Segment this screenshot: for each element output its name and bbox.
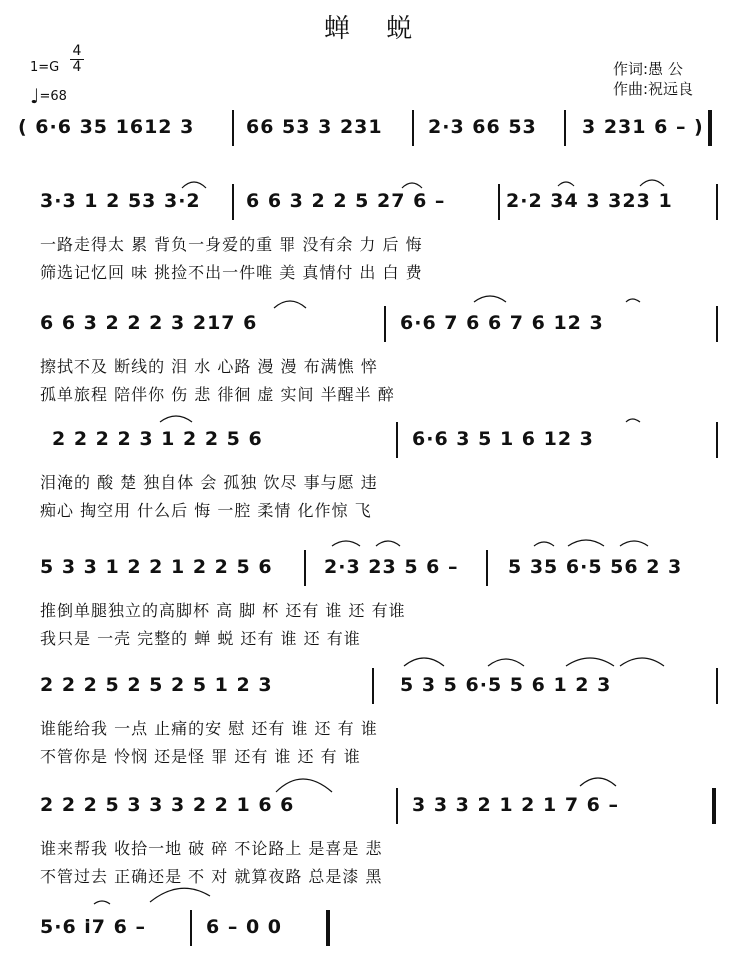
meter-bottom: 4 bbox=[72, 59, 82, 75]
notation-segment: 3·3 1 2 53 3·2 bbox=[40, 190, 201, 212]
tempo-value: =68 bbox=[39, 89, 67, 104]
notation-segment: 6·6 7 6 6 7 6 12 3 bbox=[400, 312, 604, 334]
key-signature: 1=G bbox=[30, 60, 60, 75]
notation-segment: 5·6 i7 6 – bbox=[40, 916, 146, 938]
quarter-note-icon: ♩ bbox=[30, 84, 40, 108]
lyric-line: 一路走得太 累 背负一身爱的重 罪 没有余 力 后 悔 bbox=[40, 235, 423, 254]
lyric-line: 筛选记忆回 味 挑捡不出一件唯 美 真情付 出 白 费 bbox=[40, 263, 423, 282]
notation-segment: ( 6·6 35 1612 3 bbox=[18, 116, 195, 138]
notation-segment: 6 – 0 0 bbox=[206, 916, 283, 938]
slur bbox=[640, 180, 664, 186]
meter-top: 4 bbox=[70, 44, 84, 60]
notation-segment: 5 3 5 6·5 5 6 1 2 3 bbox=[400, 674, 612, 696]
notation-segment: 6 6 3 2 2 5 27 6 – bbox=[246, 190, 446, 212]
song-title: 蝉 蜕 bbox=[323, 14, 427, 44]
slur bbox=[534, 542, 554, 546]
slur bbox=[160, 416, 192, 422]
slur bbox=[94, 901, 110, 904]
slur bbox=[626, 299, 640, 302]
notation-segment: 2·2 34 3 323 1 bbox=[506, 190, 673, 212]
slur bbox=[182, 182, 206, 188]
lyric-line: 推倒单腿独立的高脚杯 高 脚 杯 还有 谁 还 有谁 bbox=[40, 601, 406, 620]
slur bbox=[376, 541, 400, 546]
lyric-line: 谁能给我 一点 止痛的安 慰 还有 谁 还 有 谁 bbox=[40, 719, 378, 738]
notation-segment: 6 6 3 2 2 2 3 217 6 bbox=[40, 312, 258, 334]
notation-segment: 2 2 2 5 2 5 2 5 1 2 3 bbox=[40, 674, 273, 696]
lyricist-credit: 作词:愚 公 bbox=[613, 60, 683, 78]
slur bbox=[488, 659, 524, 666]
notation-segment: 5 3 3 1 2 2 1 2 2 5 6 bbox=[40, 556, 273, 578]
slur bbox=[620, 658, 664, 666]
composer-credit: 作曲:祝远良 bbox=[613, 80, 694, 98]
notation-segment: 2 2 2 5 3 3 3 2 2 1 6 6 bbox=[40, 794, 295, 816]
slur bbox=[274, 301, 306, 308]
lyric-line: 泪淹的 酸 楚 独自体 会 孤独 饮尽 事与愿 违 bbox=[40, 473, 378, 492]
slur bbox=[474, 296, 506, 302]
lyric-line: 谁来帮我 收拾一地 破 碎 不论路上 是喜是 悲 bbox=[40, 839, 383, 858]
slur bbox=[580, 778, 616, 786]
lyric-line: 不管你是 怜悯 还是怪 罪 还有 谁 还 有 谁 bbox=[40, 747, 361, 766]
slur bbox=[402, 183, 422, 188]
slur bbox=[332, 541, 360, 546]
slur bbox=[620, 541, 648, 546]
slur bbox=[568, 540, 604, 546]
slur bbox=[276, 779, 332, 792]
slur bbox=[558, 182, 574, 186]
lyric-line: 痴心 掏空用 什么后 悔 一腔 柔情 化作惊 飞 bbox=[40, 501, 372, 520]
notation-segment: 66 53 3 231 bbox=[246, 116, 383, 138]
notation-segment: 2 2 2 2 3 1 2 2 5 6 bbox=[52, 428, 263, 450]
notation-segment: 3 231 6 – ) bbox=[582, 116, 704, 138]
slur bbox=[150, 888, 210, 902]
slur bbox=[404, 658, 444, 666]
slur bbox=[626, 419, 640, 422]
notation-segment: 2·3 23 5 6 – bbox=[324, 556, 459, 578]
lyric-line: 擦拭不及 断线的 泪 水 心路 漫 漫 布满憔 悴 bbox=[40, 357, 378, 376]
notation-segment: 3 3 3 2 1 2 1 7 6 – bbox=[412, 794, 620, 816]
slur bbox=[566, 658, 614, 666]
lyric-line: 不管过去 正确还是 不 对 就算夜路 总是漆 黑 bbox=[40, 867, 383, 886]
notation-segment: 2·3 66 53 bbox=[428, 116, 537, 138]
lyric-line: 孤单旅程 陪伴你 伤 悲 徘徊 虚 实间 半醒半 醉 bbox=[40, 385, 395, 404]
notation-segment: 6·6 3 5 1 6 12 3 bbox=[412, 428, 594, 450]
lyric-line: 我只是 一壳 完整的 蝉 蜕 还有 谁 还 有谁 bbox=[40, 629, 361, 648]
notation-segment: 5 35 6·5 56 2 3 bbox=[508, 556, 683, 578]
